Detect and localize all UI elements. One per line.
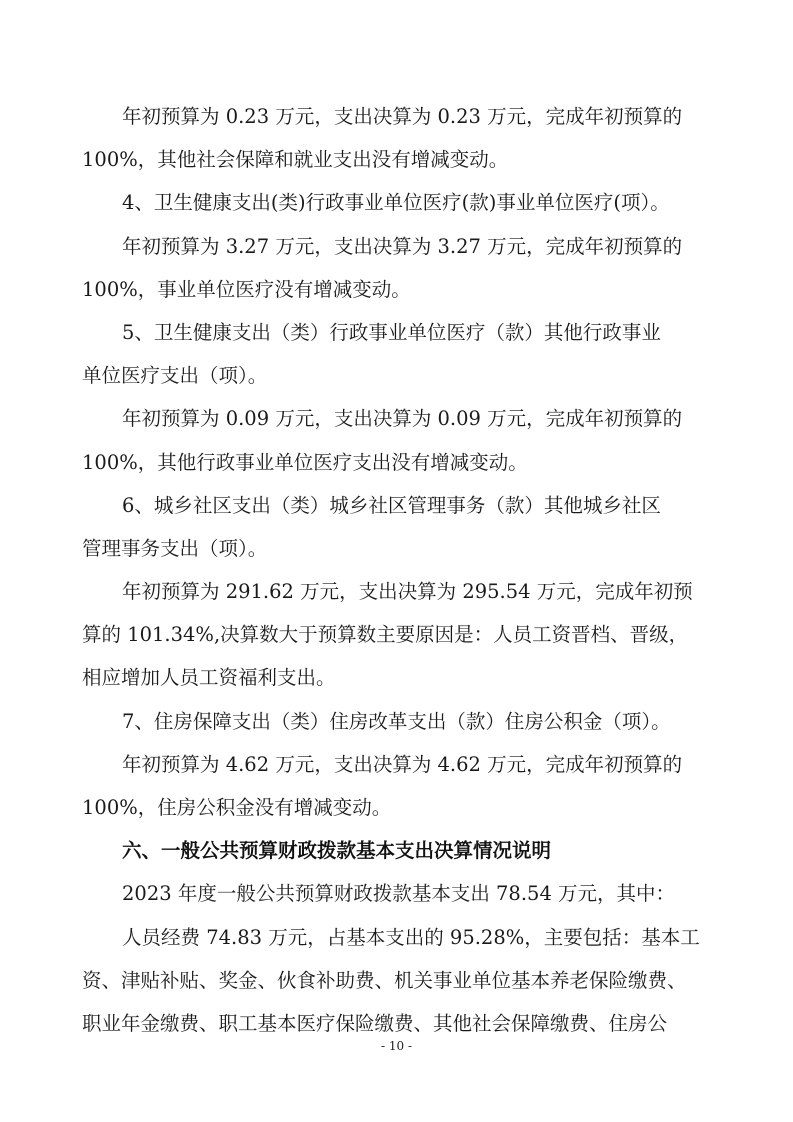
paragraph-line: 年初预算为 0.09 万元，支出决算为 0.09 万元，完成年初预算的 — [122, 407, 683, 430]
page-number: - 10 - — [380, 1039, 412, 1053]
paragraph-line: 100%，事业单位医疗没有增减变动。 — [82, 278, 411, 301]
paragraph-line: 100%，其他行政事业单位医疗支出没有增减变动。 — [82, 451, 528, 474]
paragraph-line: 100%，住房公积金没有增减变动。 — [82, 796, 392, 819]
paragraph-line: 2023 年度一般公共预算财政拨款基本支出 78.54 万元，其中： — [122, 882, 676, 905]
paragraph-line: 管理事务支出（项）。 — [82, 537, 268, 560]
paragraph-line: 7、住房保障支出（类）住房改革支出（款）住房公积金（项）。 — [122, 710, 671, 733]
paragraph-line: 4、卫生健康支出(类)行政事业单位医疗(款)事业单位医疗(项）。 — [122, 191, 670, 214]
paragraph-line: 6、城乡社区支出（类）城乡社区管理事务（款）其他城乡社区 — [122, 494, 661, 517]
paragraph-line: 5、卫生健康支出（类）行政事业单位医疗（款）其他行政事业 — [122, 321, 661, 344]
section-heading: 六、一般公共预算财政拨款基本支出决算情况说明 — [122, 839, 552, 862]
paragraph-line: 年初预算为 291.62 万元，支出决算为 295.54 万元，完成年初预 — [122, 580, 693, 603]
paragraph-line: 单位医疗支出（项）。 — [82, 364, 268, 387]
paragraph-line: 100%，其他社会保障和就业支出没有增减变动。 — [82, 148, 509, 171]
paragraph-line: 算的 101.34%,决算数大于预算数主要原因是：人员工资晋档、晋级， — [82, 623, 689, 646]
paragraph-line: 年初预算为 4.62 万元，支出决算为 4.62 万元，完成年初预算的 — [122, 753, 683, 776]
paragraph-line: 年初预算为 0.23 万元，支出决算为 0.23 万元，完成年初预算的 — [122, 105, 683, 128]
paragraph-line: 资、津贴补贴、奖金、伙食补助费、机关事业单位基本养老保险缴费、 — [82, 969, 687, 992]
paragraph-line: 年初预算为 3.27 万元，支出决算为 3.27 万元，完成年初预算的 — [122, 235, 683, 258]
paragraph-line: 相应增加人员工资福利支出。 — [82, 666, 336, 689]
paragraph-line: 职业年金缴费、职工基本医疗保险缴费、其他社会保障缴费、住房公 — [82, 1012, 668, 1035]
paragraph-line: 人员经费 74.83 万元，占基本支出的 95.28%，主要包括：基本工 — [122, 926, 700, 949]
